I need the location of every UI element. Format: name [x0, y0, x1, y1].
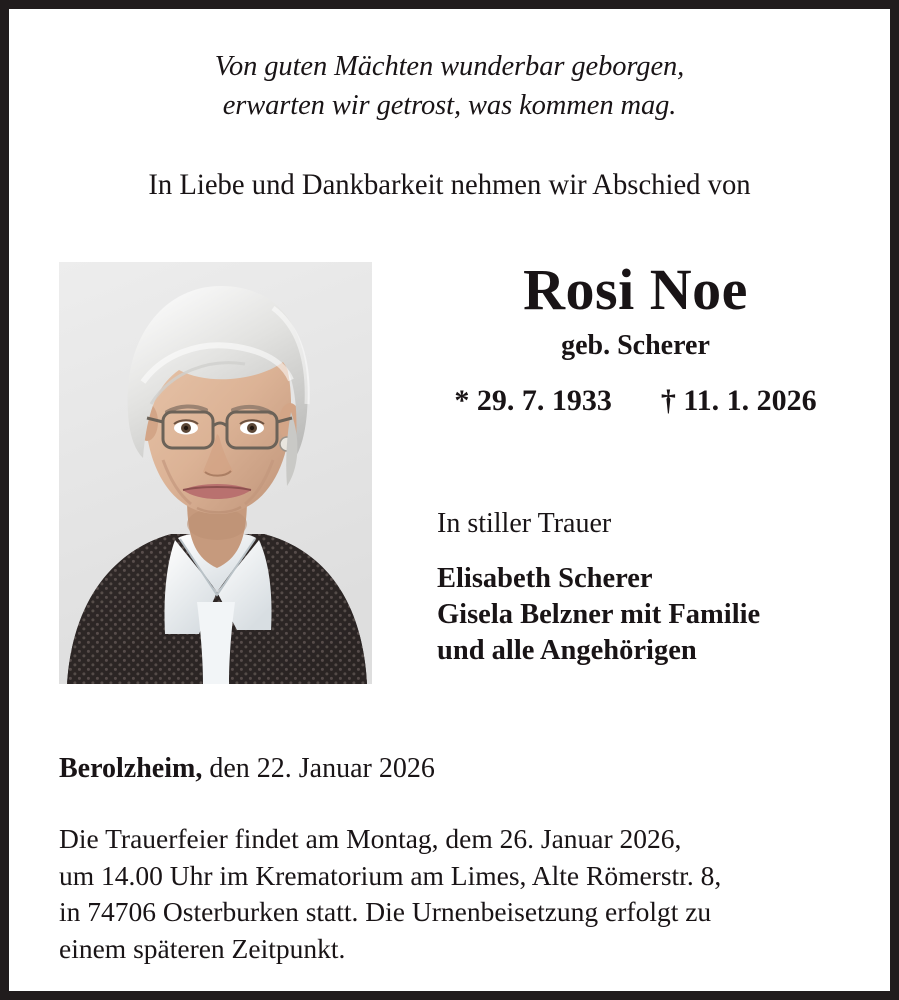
service-line-3: in 74706 Osterburken statt. Die Urnenbeisetzung erfolgt zu — [59, 896, 712, 927]
maiden-name: geb. Scherer — [561, 330, 710, 361]
death-cross-icon: † — [660, 384, 676, 417]
birth-date: 29. 7. 1933 — [476, 384, 612, 417]
place-name: Berolzheim, — [59, 753, 203, 784]
service-line-4: einem späteren Zeitpunkt. — [59, 932, 346, 964]
memorial-verse — [9, 47, 890, 125]
birth-star-icon: * — [454, 384, 470, 417]
life-dates — [409, 383, 862, 419]
mourner-1: Elisabeth Scherer — [437, 563, 653, 594]
farewell-line: In Liebe und Dankbarkeit nehmen wir Abschied von — [148, 168, 751, 201]
mourners-list — [437, 561, 760, 669]
portrait-illustration — [59, 262, 372, 684]
verse-line-2: erwarten wir getrost, was kommen mag. — [222, 90, 677, 121]
service-details — [59, 821, 859, 967]
verse-line-1: Von guten Mächten wunderbar geborgen, — [214, 51, 685, 82]
service-line-1: Die Trauerfeier findet am Montag, dem 26. Januar 2026, — [59, 823, 682, 854]
mourner-2: Gisela Belzner mit Familie — [437, 599, 761, 630]
notice-inner — [9, 9, 890, 991]
mourner-3: und alle Angehörigen — [437, 635, 697, 666]
mourning-intro: In stiller Trauer — [437, 508, 612, 539]
service-line-2: um 14.00 Uhr im Krematorium am Limes, Alte Römerstr. 8, — [59, 859, 722, 891]
place-date: den 22. Januar 2026 — [202, 753, 435, 784]
death-date: 11. 1. 2026 — [683, 384, 817, 417]
place-date-line — [59, 751, 435, 787]
portrait-photo — [59, 262, 372, 684]
name-block — [409, 259, 862, 419]
deceased-name: Rosi Noe — [523, 257, 748, 322]
mourners-block — [437, 507, 760, 669]
